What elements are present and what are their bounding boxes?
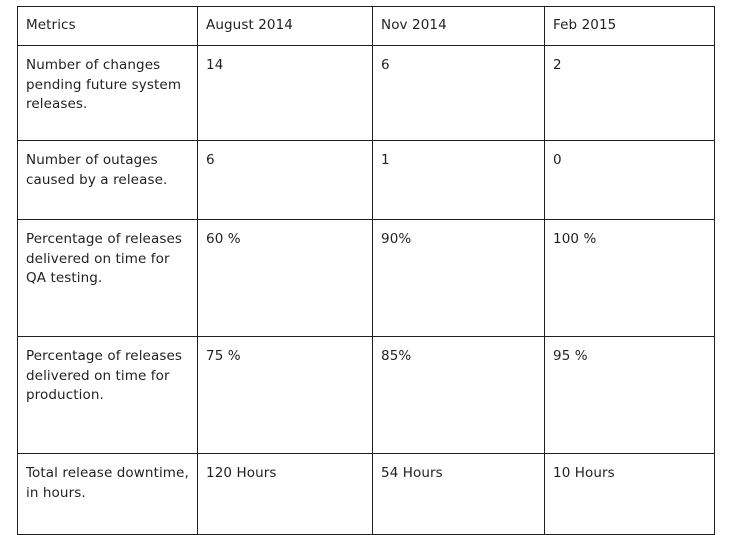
value-cell-feb-2015 [545,220,715,337]
column-header-august-2014 [198,7,373,46]
value-text: 2 [553,57,562,73]
metric-name-cell [18,141,198,220]
value-cell-nov-2014 [373,220,545,337]
value-text: 1 [381,152,390,168]
value-cell-feb-2015 [545,454,715,535]
value-cell-august-2014 [198,337,373,454]
table-row [18,141,715,220]
value-text: 0 [553,152,562,168]
value-cell-nov-2014 [373,454,545,535]
metric-name-cell [18,454,198,535]
value-text: 75 % [206,348,241,364]
column-header-august-2014-label: August 2014 [206,17,293,33]
value-text: 100 % [553,231,597,247]
table-row [18,220,715,337]
value-cell-august-2014 [198,141,373,220]
column-header-feb-2015-label: Feb 2015 [553,17,617,33]
value-cell-august-2014 [198,454,373,535]
value-text: 6 [381,57,390,73]
value-cell-august-2014 [198,220,373,337]
value-text: 54 Hours [381,465,443,481]
metric-name-cell [18,337,198,454]
value-text: 120 Hours [206,465,277,481]
metric-name-text: Number of outages caused by a release. [26,152,168,188]
value-cell-nov-2014 [373,337,545,454]
value-cell-nov-2014 [373,46,545,141]
column-header-feb-2015 [545,7,715,46]
value-text: 6 [206,152,215,168]
value-cell-august-2014 [198,46,373,141]
value-text: 60 % [206,231,241,247]
table-row [18,46,715,141]
column-header-nov-2014-label: Nov 2014 [381,17,447,33]
value-cell-nov-2014 [373,141,545,220]
value-cell-feb-2015 [545,141,715,220]
value-text: 85% [381,348,412,364]
metric-name-text: Total release downtime, in hours. [26,465,189,501]
value-text: 95 % [553,348,588,364]
metric-name-text: Percentage of releases delivered on time for QA testing. [26,231,182,287]
value-text: 90% [381,231,412,247]
column-header-metrics [18,7,198,46]
release-metrics-table [17,6,715,535]
value-cell-feb-2015 [545,337,715,454]
metric-name-text: Percentage of releases delivered on time for production. [26,348,182,404]
metric-name-text: Number of changes pending future system releases. [26,57,182,113]
table-row [18,337,715,454]
value-cell-feb-2015 [545,46,715,141]
metric-name-cell [18,46,198,141]
table-header-row [18,7,715,46]
column-header-metrics-label: Metrics [26,17,76,33]
value-text: 14 [206,57,224,73]
value-text: 10 Hours [553,465,615,481]
table-row [18,454,715,535]
column-header-nov-2014 [373,7,545,46]
metric-name-cell [18,220,198,337]
